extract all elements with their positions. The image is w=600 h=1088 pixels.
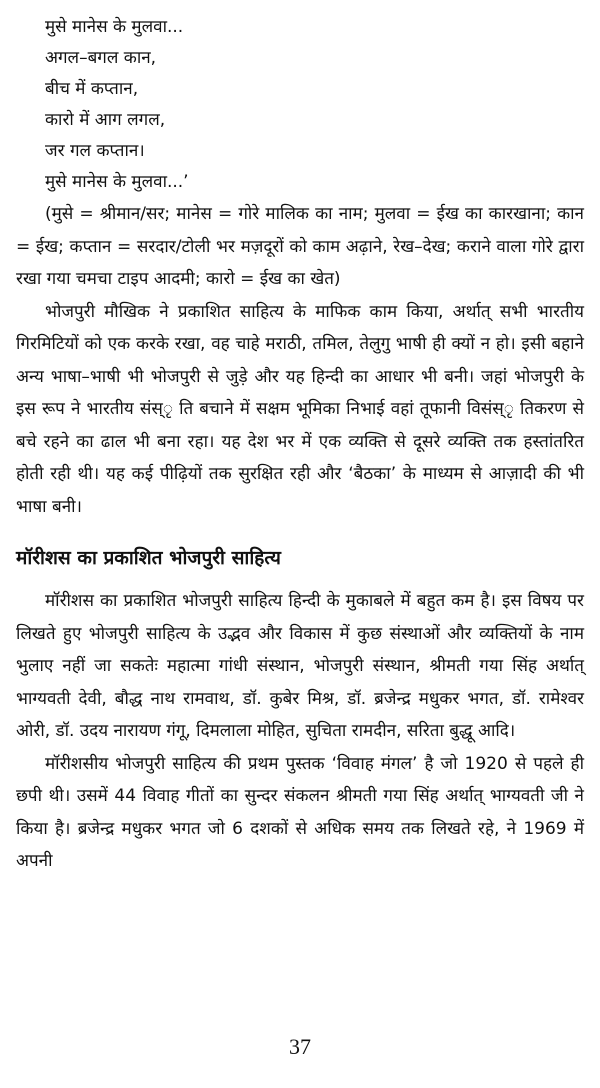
body-paragraph: भोजपुरी मौखिक ने प्रकाशित साहित्य के माफिक काम किया, अर्थात् सभी भारतीय गिरमिटियों को एक करके रखा, वह चाहे मराठी, तमिल, तेलुगु भाषी ही क्यों न हो। इसी बहाने अन्य भाषा–भाषी भी भोजपुरी से जुड़े और यह हिन्दी का आधार भी बनी। जहां भोजपुरी के इस रूप ने भारतीय संस्ृ ति बचाने में सक्षम भूमिका निभाई वहां तूफानी विसंस्ृ तिकरण से बचे रहने का ढाल भी बना रहा। यह देश भर में एक व्यक्ति से दूसरे व्यक्ति तक हस्तांतरित होती रही थी। यह कई पीढ़ियों तक सुरक्षित रही और ‘बैठका’ के माध्यम से आज़ादी की भी भाषा बनी। [16, 301, 584, 517]
poem-line: कारो में आग लगल, [45, 110, 166, 130]
poem-line: बीच में कप्तान, [45, 79, 139, 99]
section-heading: मॉरीशस का प्रकाशित भोजपुरी साहित्य [16, 547, 281, 569]
poem-line: अगल–बगल कान, [45, 48, 157, 68]
poem-block [16, 12, 584, 198]
body-paragraph: मॉरीशसीय भोजपुरी साहित्य की प्रथम पुस्तक ‘विवाह मंगल’ है जो 1920 से पहले ही छपी थी। उसमें 44 विवाह गीतों का सुन्दर संकलन श्रीमती गया सिंह अर्थात् भाग्यवती जी ने किया है। ब्रजेन्द्र मधुकर भगत जो 6 दशकों से अधिक समय तक लिखते रहे, ने 1969 में अपनी [16, 753, 584, 871]
poem-line: जर गल कप्तान। [45, 141, 145, 161]
poem-line: मुसे मानेस के मुलवा... [45, 17, 184, 37]
page-number: 37 [289, 1034, 311, 1059]
glossary-paragraph: (मुसे = श्रीमान/सर; मानेस = गोरे मालिक का नाम; मुलवा = ईख का कारखाना; कान = ईख; कप्तान = सरदार/टोली भर मज़दूरों को काम अढ़ाने, रेख–देख; कराने वाला गोरे द्वारा रखा गया चमचा टाइप आदमी; कारो = ईख का खेत) [16, 204, 584, 289]
body-paragraph: मॉरीशस का प्रकाशित भोजपुरी साहित्य हिन्दी के मुकाबले में बहुत कम है। इस विषय पर लिखते हुए भोजपुरी साहित्य के उद्भव और विकास में कुछ संस्थाओं और व्यक्तियों के नाम भुलाए नहीं जा सकतेः महात्मा गांधी संस्थान, भोजपुरी संस्थान, श्रीमती गया सिंह अर्थात् भाग्यवती देवी, बौद्ध नाथ रामवाथ, डॉ. कुबेर मिश्र, डॉ. ब्रजेन्द्र मधुकर भगत, डॉ. रामेश्वर ओरी, डॉ. उदय नारायण गंगू, दिमलाला मोहित, सुचिता रामदीन, सरिता बुद्धू आदि। [16, 591, 584, 741]
poem-line: मुसे मानेस के मुलवा...’ [45, 172, 189, 192]
